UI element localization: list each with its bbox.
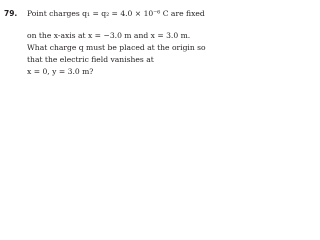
problem-text-line-3: What charge q must be placed at the origin so bbox=[27, 43, 206, 52]
problem-text-line-4: that the electric field vanishes at bbox=[27, 55, 154, 64]
problem-text-line-1: Point charges q₁ = q₂ = 4.0 × 10⁻⁶ C are fixed bbox=[27, 9, 205, 18]
problem-79 bbox=[4, 3, 272, 91]
problem-text-line-5: x = 0, y = 3.0 m? bbox=[27, 67, 94, 76]
problem-text-line-2: on the x-axis at x = −3.0 m and x = 3.0 m. bbox=[27, 31, 191, 40]
problem-number: 79. bbox=[4, 9, 18, 18]
